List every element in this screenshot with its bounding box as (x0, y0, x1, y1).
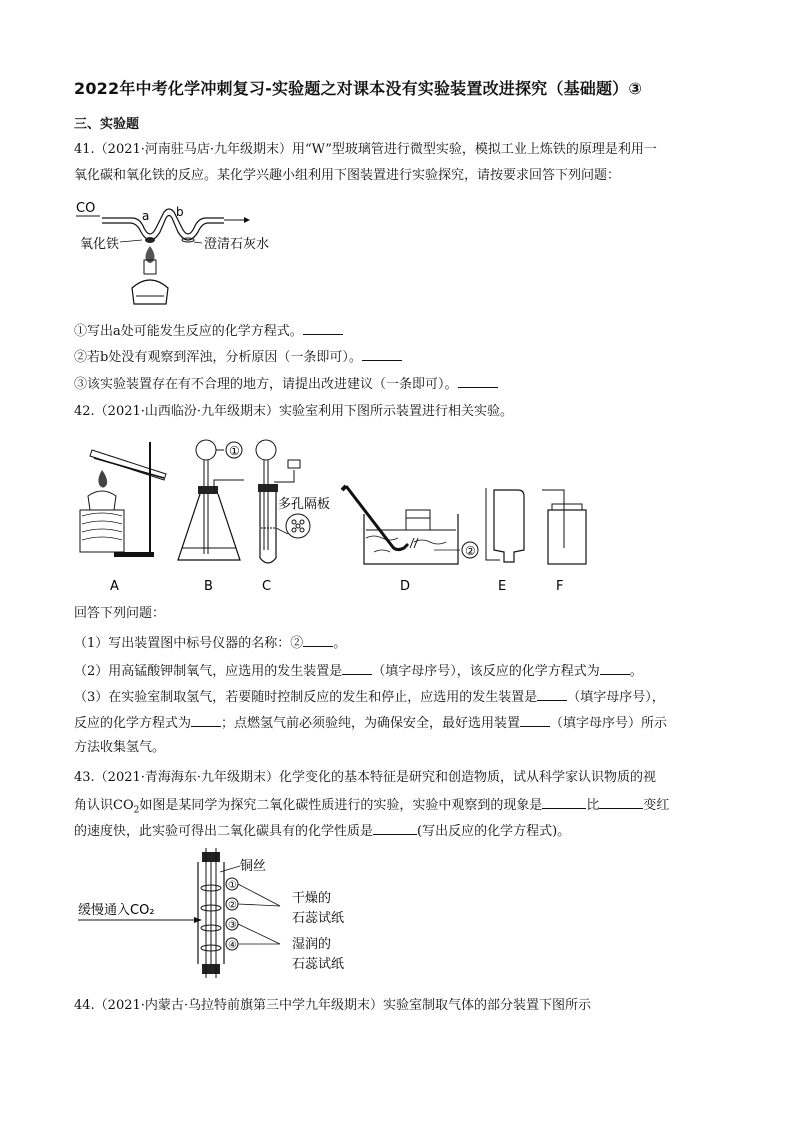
w-tube-outer (102, 209, 224, 234)
q42-answer-blank-4[interactable] (537, 686, 567, 701)
q41-sub1: ①写出a处可能发生反应的化学方程式。 (74, 320, 343, 342)
label-a: A (110, 579, 119, 594)
label-a: a (142, 209, 150, 223)
iron-oxide-solid (145, 237, 155, 243)
q42-sub3-line1: （3）在实验室制取氢气，若要随时控制反应的发生和停止，应选用的发生装置是 （填字母序号）， (74, 686, 665, 708)
q42-stem: 42.（2021·山西临汾·九年级期末）实验室利用下图所示装置进行相关实验。 (74, 404, 514, 419)
limewater-pointer (194, 242, 202, 243)
apparatus-f (542, 490, 586, 594)
alcohol-lamp (132, 280, 168, 304)
gas-apparatus-figure (74, 430, 604, 600)
num-1: ① (228, 880, 237, 891)
num-4: ④ (228, 940, 237, 951)
label-inlet-co2: 缓慢通入CO₂ (78, 903, 155, 918)
apparatus-e (486, 488, 524, 594)
label-wet: 湿润的 (292, 937, 332, 952)
q42-sub3-line2: 反应的化学方程式为 ；点燃氢气前必须验纯，为确保安全，最好选用装置 （填字母序号）所示 (74, 712, 667, 734)
mark-1: ① (229, 444, 240, 458)
q42-answer-blank-6[interactable] (520, 712, 550, 727)
mark-2: ② (465, 544, 476, 558)
co2-litmus-figure (74, 848, 374, 982)
apparatus-a (80, 442, 166, 594)
q42-intro: 回答下列问题： (74, 606, 166, 621)
label-b: B (204, 579, 213, 594)
top-stopper (202, 852, 220, 862)
label-e: E (498, 579, 507, 594)
w-tube-apparatus-figure (74, 196, 304, 308)
q41-sub3: ③该实验装置存在有不合理的地方，请提出改进建议（一条即可）。 (74, 373, 498, 395)
q41-answer-blank-3[interactable] (458, 373, 498, 388)
oxide-pointer (120, 240, 142, 242)
num-2: ② (228, 900, 237, 911)
apparatus-b (178, 440, 244, 594)
q42-answer-blank-1[interactable] (303, 632, 333, 647)
q42-answer-blank-3[interactable] (600, 660, 630, 675)
q42-answer-blank-2[interactable] (342, 660, 372, 675)
label-dry: 干燥的 (292, 891, 332, 906)
q44-stem: 44.（2021·内蒙古·乌拉特前旗第三中学九年级期末）实验室制取气体的部分装置下图所示 (74, 998, 592, 1013)
q42-sub2: （2）用高锰酸钾制氧气，应选用的发生装置是 （填字母序号），该反应的化学方程式为 。 (74, 660, 643, 682)
q41-answer-blank-2[interactable] (362, 346, 402, 361)
q42-sub3-line3: 方法收集氢气。 (74, 740, 166, 755)
label-wet-paper: 石蕊试纸 (292, 957, 345, 972)
q42-sub1: （1）写出装置图中标号仪器的名称：② 。 (74, 632, 346, 654)
label-copper-wire: 铜丝 (240, 859, 267, 874)
label-f: F (556, 579, 564, 594)
q43-answer-blank-1[interactable] (542, 794, 586, 809)
label-b: b (176, 205, 184, 219)
label-c: C (262, 579, 272, 594)
apparatus-d (342, 486, 478, 594)
label-porous-plate: 多孔隔板 (278, 497, 331, 512)
apparatus-c (256, 440, 330, 594)
q43-stem-line1: 43.（2021·青海海东·九年级期末）化学变化的基本特征是研究和创造物质，试从科学家认识物质的视 (74, 770, 657, 785)
q41-answer-blank-1[interactable] (303, 320, 343, 335)
q43-answer-blank-2[interactable] (599, 794, 643, 809)
label-limewater: 澄清石灰水 (204, 237, 270, 252)
q42-answer-blank-5[interactable] (191, 712, 221, 727)
co-label: CO (76, 201, 96, 216)
section-heading: 三、实验题 (74, 117, 140, 132)
outlet-arrowhead (244, 217, 250, 223)
q43-stem-line2: 角认识$CO_2$如图是某同学为探究二氧化碳性质进行的实验，实验中观察到的现象是 比 变红 (74, 794, 669, 821)
q41-stem-line2: 氧化碳和氧化铁的反应。某化学兴趣小组利用下图装置进行实验探究，请按要求回答下列问题： (74, 168, 621, 183)
label-d: D (400, 579, 411, 594)
bottom-stopper (202, 964, 220, 974)
q41-stem-line1: 41.（2021·河南驻马店·九年级期末）用“W”型玻璃管进行微型实验，模拟工业上炼铁的原理是利用一 (74, 142, 657, 157)
label-iron-oxide: 氧化铁 (80, 237, 120, 252)
q43-answer-blank-3[interactable] (373, 820, 417, 835)
label-dry-paper: 石蕊试纸 (292, 911, 345, 926)
q43-stem-line3: 的速度快，此实验可得出二氧化碳具有的化学性质是 (写出反应的化学方程式)。 (74, 820, 570, 842)
num-3: ③ (228, 920, 237, 931)
page-title: 2022年中考化学冲刺复习-实验题之对课本没有实验装置改进探究（基础题）③ (74, 79, 643, 98)
q41-sub2: ②若b处没有观察到浑浊，分析原因（一条即可）。 (74, 346, 402, 368)
